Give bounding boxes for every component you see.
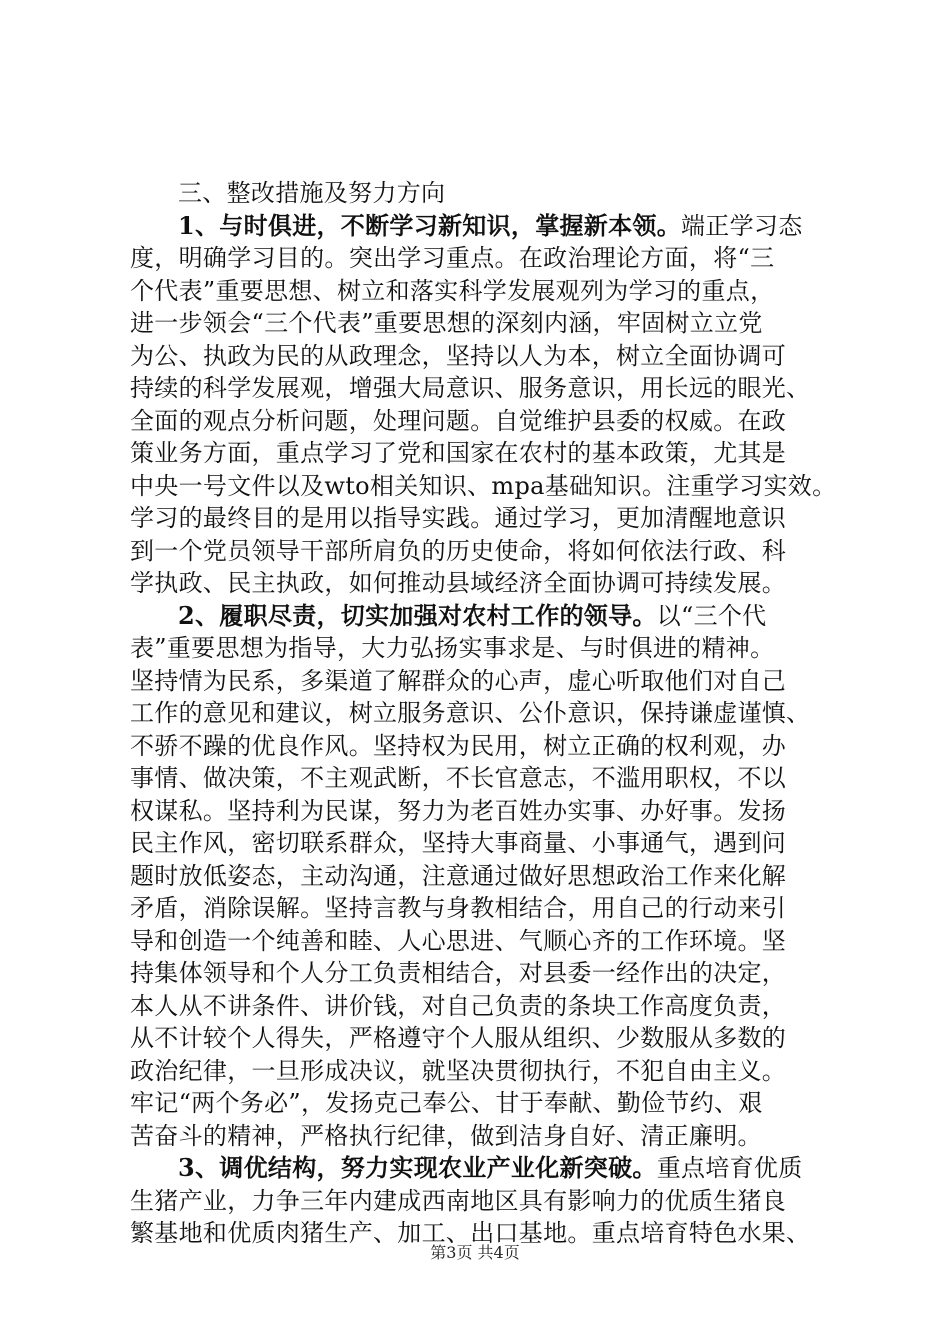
paragraph-line: 学习的最终目的是用以指导实践。通过学习，更加清醒地意识	[130, 504, 787, 532]
paragraph-line: 权谋私。坚持利为民谋，努力为老百姓办实事、办好事。发扬	[130, 796, 787, 825]
paragraph-line: 持集体领导和个人分工负责相结合，对县委一经作出的决定，	[130, 959, 787, 987]
paragraph-text: 端正学习态	[681, 211, 803, 240]
paragraph-line: 民主作风，密切联系群众，坚持大事商量、小事通气，遇到问	[130, 829, 787, 857]
paragraph-line: 学执政、民主执政，如何推动县域经济全面协调可持续发展。	[130, 569, 787, 597]
paragraph-line: 题时放低姿态，主动沟通，注意通过做好思想政治工作来化解	[130, 861, 787, 890]
paragraph-line: 持续的科学发展观，增强大局意识、服务意识，用长远的眼光、	[130, 374, 811, 402]
paragraph-first-line	[130, 210, 830, 243]
paragraph-line: 牢记“两个务必”，发扬克己奉公、甘于奉献、勤俭节约、艰	[130, 1089, 763, 1117]
page-footer: 第3页 共4页	[430, 1243, 520, 1262]
paragraph-line: 中央一号文件以及wto相关知识、mpa基础知识。注重学习实效。	[130, 471, 837, 500]
paragraph-text: 以“三个代	[656, 601, 767, 630]
paragraph-text: 重点培育优质	[656, 1154, 803, 1182]
paragraph-line: 策业务方面，重点学习了党和国家在农村的基本政策，尤其是	[130, 439, 787, 467]
paragraph-lead: 1、与时俱进，不断学习新知识，掌握新本领。	[178, 210, 681, 240]
paragraph-line: 坚持情为民系，多渠道了解群众的心声，虚心听取他们对自己	[130, 666, 787, 695]
paragraph-line: 矛盾，消除误解。坚持言教与身教相结合，用自己的行动来引	[130, 894, 787, 922]
document-body	[130, 177, 837, 1250]
paragraph-first-line	[130, 600, 830, 633]
paragraph-line: 从不计较个人得失，严格遵守个人服从组织、少数服从多数的	[130, 1024, 787, 1052]
paragraph-line: 表”重要思想为指导，大力弘扬实事求是、与时俱进的精神。	[130, 634, 775, 662]
paragraph-lead: 2、履职尽责，切实加强对农村工作的领导。	[178, 600, 657, 630]
paragraph-line: 不骄不躁的优良作风。坚持权为民用，树立正确的权利观，办	[130, 731, 787, 760]
paragraph-line: 度，明确学习目的。突出学习重点。在政治理论方面，将“三	[130, 244, 775, 272]
paragraph-line: 繁基地和优质肉猪生产、加工、出口基地。重点培育特色水果、	[130, 1219, 811, 1247]
section-heading: 三、整改措施及努力方向	[178, 179, 446, 207]
paragraph-line: 苦奋斗的精神，严格执行纪律，做到洁身自好、清正廉明。	[130, 1121, 762, 1150]
paragraph-line: 政治纪律，一旦形成决议，就坚决贯彻执行，不犯自由主义。	[130, 1056, 787, 1085]
paragraph-line: 生猪产业，力争三年内建成西南地区具有影响力的优质生猪良	[130, 1186, 787, 1215]
paragraph-line: 工作的意见和建议，树立服务意识、公仆意识，保持谦虚谨慎、	[130, 699, 811, 727]
paragraph-line: 全面的观点分析问题，处理问题。自觉维护县委的权威。在政	[130, 406, 787, 435]
paragraph-line: 进一步领会“三个代表”重要思想的深刻内涵，牢固树立立党	[130, 309, 763, 337]
paragraph-lead: 3、调优结构，努力实现农业产业化新突破。	[178, 1153, 657, 1182]
paragraph-line: 事情、做决策，不主观武断，不长官意志，不滥用职权，不以	[130, 764, 787, 792]
paragraph-line: 到一个党员领导干部所肩负的历史使命，将如何依法行政、科	[130, 536, 787, 565]
paragraph-first-line	[130, 1152, 830, 1185]
paragraph-line: 导和创造一个纯善和睦、人心思进、气顺心齐的工作环境。坚	[130, 926, 787, 955]
paragraph-line: 个代表”重要思想、树立和落实科学发展观列为学习的重点，	[130, 276, 775, 305]
paragraph-line: 为公、执政为民的从政理念，坚持以人为本，树立全面协调可	[130, 341, 787, 370]
paragraph-line: 本人从不讲条件、讲价钱，对自己负责的条块工作高度负责，	[130, 991, 787, 1020]
